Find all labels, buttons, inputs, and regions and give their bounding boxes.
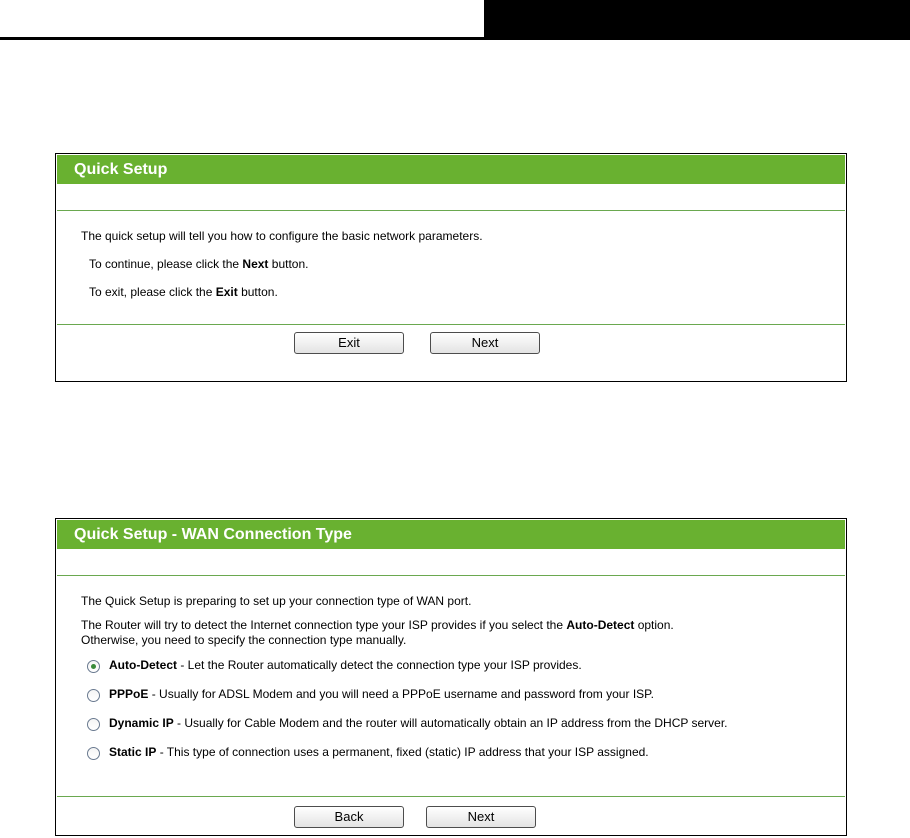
continue-bold: Next (242, 257, 269, 271)
detect-text (81, 618, 674, 632)
option-pppoe (109, 687, 654, 701)
panel-title: Quick Setup (57, 155, 845, 184)
exit-bold: Exit (215, 285, 238, 299)
panel-body (56, 576, 846, 796)
option-name: Static IP (109, 745, 157, 759)
dynamic-ip-radio[interactable] (87, 718, 100, 731)
exit-button[interactable]: Exit (294, 332, 404, 354)
option-auto-detect (109, 658, 582, 672)
exit-post: button. (237, 285, 278, 299)
header-rule (0, 37, 910, 40)
detect-post: option. (634, 618, 674, 632)
continue-pre: To continue, please click the (89, 257, 243, 271)
continue-text (89, 257, 308, 271)
auto-detect-radio[interactable] (87, 660, 100, 673)
otherwise-text: Otherwise, you need to specify the connection type manually. (81, 633, 407, 647)
option-desc: - Let the Router automatically detect the connection type your ISP provides. (177, 658, 582, 672)
button-bar (57, 796, 845, 837)
intro-text: The Quick Setup is preparing to set up your connection type of WAN port. (81, 594, 472, 608)
detect-pre: The Router will try to detect the Internet connection type your ISP provides if you select the (81, 618, 567, 632)
next-button[interactable]: Next (430, 332, 540, 354)
pppoe-radio[interactable] (87, 689, 100, 702)
next-button[interactable]: Next (426, 806, 536, 828)
option-dynamic-ip (109, 716, 728, 730)
quick-setup-panel (55, 153, 847, 382)
option-name: Dynamic IP (109, 716, 174, 730)
exit-pre: To exit, please click the (89, 285, 216, 299)
button-bar (57, 324, 845, 382)
option-static-ip (109, 745, 649, 759)
back-button[interactable]: Back (294, 806, 404, 828)
intro-text: The quick setup will tell you how to configure the basic network parameters. (81, 229, 483, 243)
panel-body (56, 211, 846, 324)
wan-connection-type-panel (55, 518, 847, 836)
exit-text (89, 285, 278, 299)
panel-title: Quick Setup - WAN Connection Type (57, 520, 845, 549)
option-name: Auto-Detect (109, 658, 177, 672)
option-desc: - Usually for ADSL Modem and you will need a PPPoE username and password from your ISP. (148, 687, 654, 701)
title-divider (57, 184, 845, 211)
header-black-block (484, 0, 910, 40)
option-desc: - This type of connection uses a permanent, fixed (static) IP address that your ISP assigned. (156, 745, 649, 759)
option-desc: - Usually for Cable Modem and the router will automatically obtain an IP address from the DHCP server. (173, 716, 728, 730)
title-divider (57, 549, 845, 576)
static-ip-radio[interactable] (87, 747, 100, 760)
continue-post: button. (268, 257, 309, 271)
detect-bold: Auto-Detect (566, 618, 635, 632)
option-name: PPPoE (109, 687, 149, 701)
